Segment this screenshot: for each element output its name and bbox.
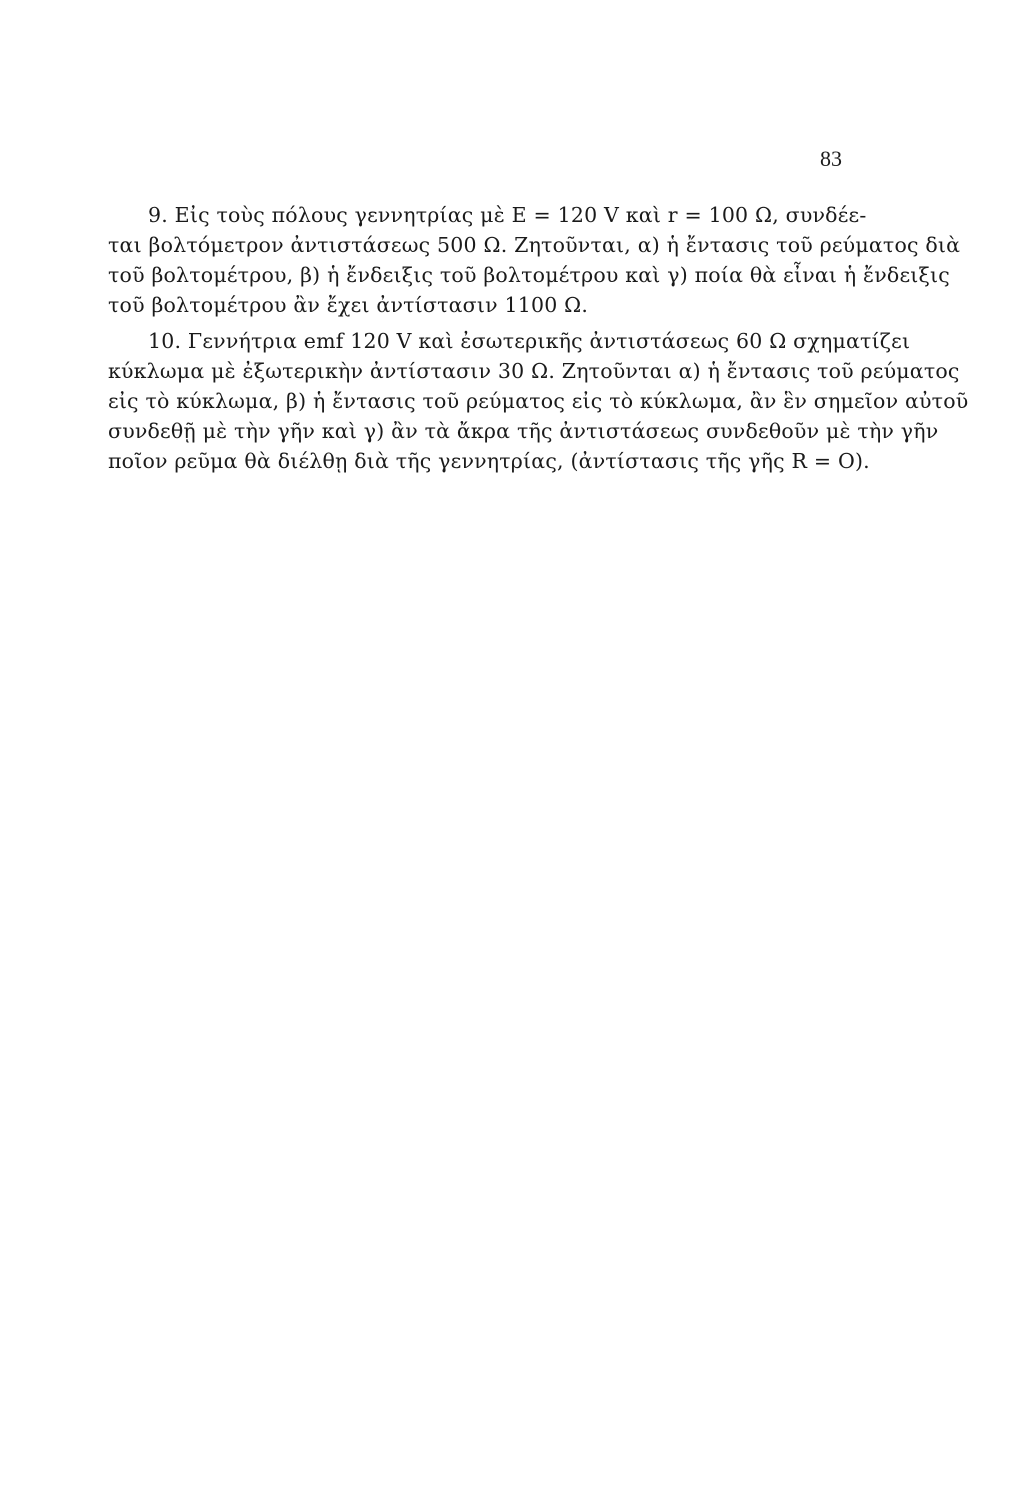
page-number: 83	[820, 146, 842, 171]
problem-9-line-3: τοῦ βολτομέτρου, β) ἡ ἔνδειξις τοῦ βολτομέτρου καὶ γ) ποία θὰ εἶναι ἡ ἔνδειξις	[108, 263, 950, 287]
problem-10-line-2: κύκλωμα μὲ ἐξωτερικὴν ἀντίστασιν 30 Ω. Ζητοῦνται α) ἡ ἔντασις τοῦ ρεύματος	[108, 359, 960, 383]
page-body	[108, 200, 969, 482]
problem-10-line-4: συνδεθῇ μὲ τὴν γῆν καὶ γ) ἂν τὰ ἄκρα τῆς ἀντιστάσεως συνδεθοῦν μὲ τὴν γῆν	[108, 419, 939, 443]
problem-9	[108, 200, 961, 320]
problem-10-line-3: εἰς τὸ κύκλωμα, β) ἡ ἔντασις τοῦ ρεύματος εἰς τὸ κύκλωμα, ἂν ἓν σημεῖον αὐτοῦ	[108, 389, 969, 413]
problem-10-line-5: ποῖον ρεῦμα θὰ διέλθῃ διὰ τῆς γεννητρίας, (ἀντίστασις τῆς γῆς R = O).	[108, 449, 870, 473]
problem-9-line-4: τοῦ βολτομέτρου ἂν ἔχει ἀντίστασιν 1100 Ω.	[108, 293, 589, 317]
problem-10	[108, 326, 969, 476]
problem-9-line-2: ται βολτόμετρον ἀντιστάσεως 500 Ω. Ζητοῦνται, α) ἡ ἔντασις τοῦ ρεύματος διὰ	[108, 233, 961, 257]
problem-9-line-1: 9. Εἰς τοὺς πόλους γεννητρίας μὲ E = 120 V καὶ r = 100 Ω, συνδέε-	[148, 203, 867, 227]
problem-10-line-1: 10. Γεννήτρια emf 120 V καὶ ἐσωτερικῆς ἀντιστάσεως 60 Ω σχηματίζει	[148, 329, 911, 353]
